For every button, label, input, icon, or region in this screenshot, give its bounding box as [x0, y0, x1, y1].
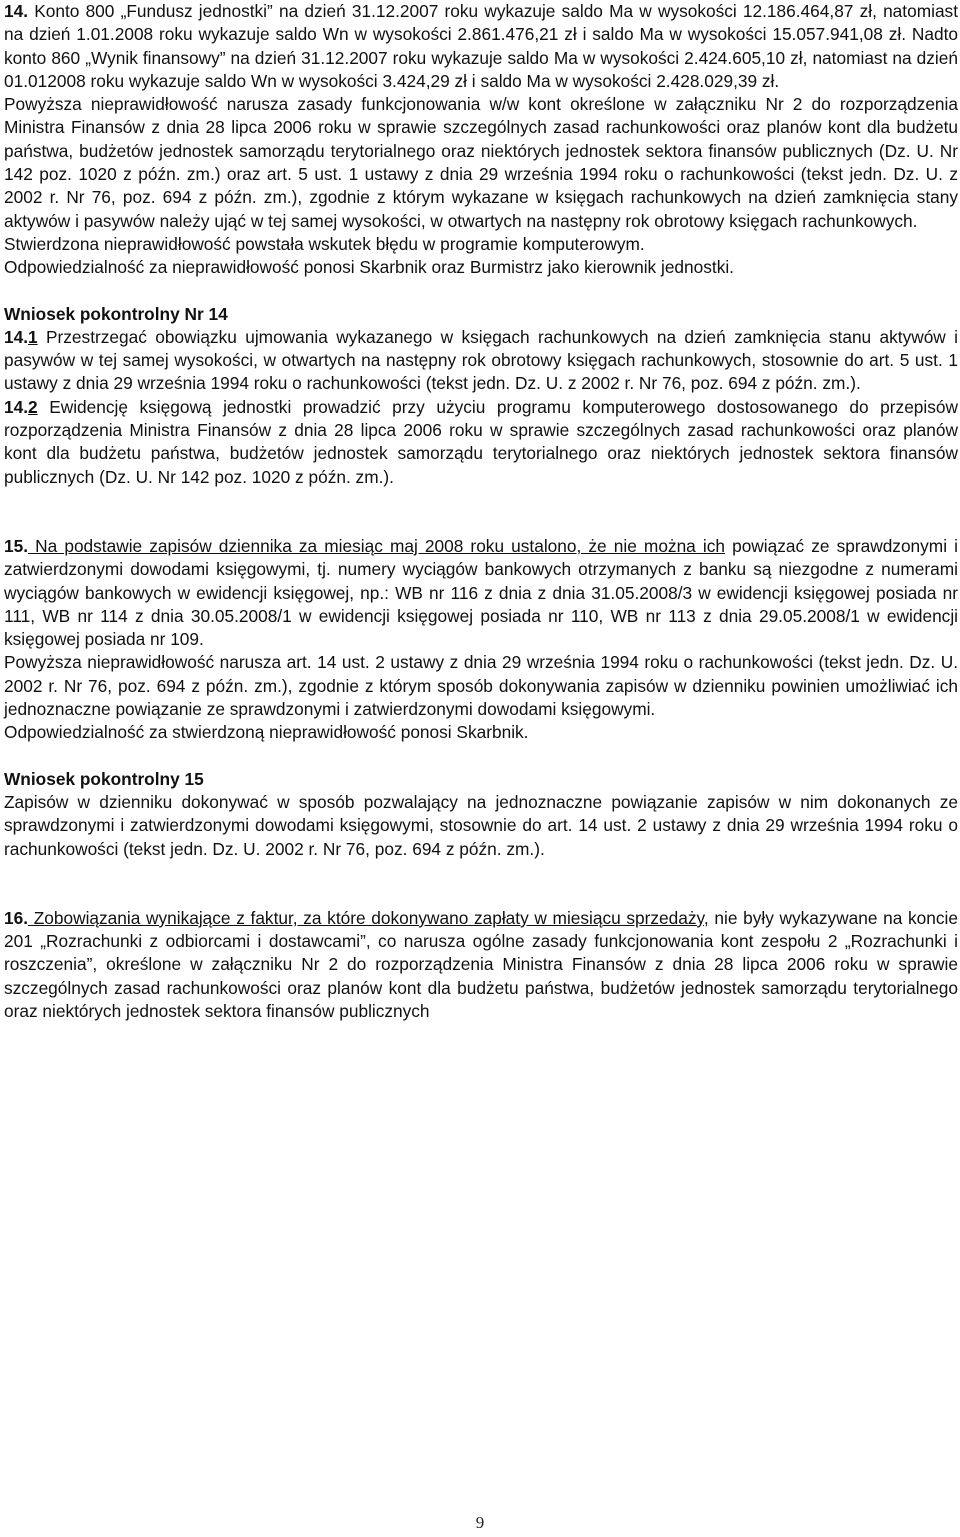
section-15-underlined-text: Na podstawie zapisów dziennika za miesiąc maj 2008 roku ustalono, że nie można ich [28, 535, 725, 556]
section-14-legal-basis: Powyższa nieprawidłowość narusza zasady funkcjonowania w/w kont określone w załączniku Nr 2 do rozporządzenia Ministra Finansów z dnia 28 lipca 2006 roku w sprawie szczególnych zasad rachunkowości oraz planów kont dla budżetu państwa, budżetów jednostek samorządu terytorialnego oraz niektórych jednostek sektora finansów publicznych (Dz. U. Nr 142 poz. 1020 z późn. zm.) oraz art. 5 ust. 1 ustawy z dnia 29 września 1994 roku o rachunkowości (tekst jedn. Dz. U. z 2002 r. Nr 76, poz. 694 z późn. zm.), zgodnie z którym wykazane w księgach rachunkowych na dzień zamknięcia stany aktywów i pasywów należy ująć w tej samej wysokości, w otwartych na następny rok obrotowy księgach rachunkowych. [4, 94, 958, 231]
section-16-underlined-text: Zobowiązania wynikające z faktur, za które dokonywano zapłaty w miesiącu sprzedaży, [28, 907, 709, 928]
section-15-number: 15. [4, 535, 29, 556]
spacer [4, 280, 958, 303]
section-16-number: 16. [4, 907, 29, 928]
recommendation-14-1-text: Przestrzegać obowiązku ujmowania wykazanego w księgach rachunkowych na dzień zamknięcia stanu aktywów i pasywów w tej samej wysokości, w otwartych na następny rok obrotowy księgach rachunkowych, stosownie do art. 5 ust. 1 ustawy z dnia 29 września 1994 roku o rachunkowości (tekst jedn. Dz. U. z 2002 r. Nr 76, poz. 694 z późn. zm.). [4, 326, 958, 394]
page-number: 9 [475, 1513, 485, 1532]
spacer [4, 489, 958, 535]
recommendation-14-1-number: 14. [4, 326, 29, 347]
section-14-text: Konto 800 „Fundusz jednostki” na dzień 31.12.2007 roku wykazuje saldo Ma w wysokości 12.186.464,87 zł, natomiast na dzień 1.01.2008 roku wykazuje saldo Wn w wysokości 2.861.476,21 zł i saldo Ma w wysokości 15.057.941,08 zł. Nadto konto 860 „Wynik finansowy” na dzień 31.12.2007 roku wykazuje saldo Ma w wysokości 2.424.605,10 zł, natomiast na dzień 01.012008 roku wykazuje saldo Wn w wysokości 3.424,29 zł i saldo Ma w wysokości 2.428.029,39 zł. [4, 1, 958, 91]
section-15-responsibility: Odpowiedzialność za stwierdzoną nieprawidłowość ponosi Skarbnik. [4, 722, 529, 743]
recommendation-15-heading: Wniosek pokontrolny 15 [4, 768, 204, 789]
section-15-text: powiązać ze sprawdzonymi i zatwierdzonymi dowodami księgowymi, tj. numery wyciągów bankowych otrzymanych z banku są niezgodne z numerami wyciągów bankowych w ewidencji księgowej, np.: WB nr 116 z dnia z dnia 31.05.2008/3 w ewidencji księgowej posiada nr 111, WB nr 114 z dnia 30.05.2008/1 w ewidencji księgowej posiada nr 110, WB nr 113 z dnia 29.05.2008/1 w ewidencji księgowej posiada nr 109. [4, 535, 958, 650]
recommendation-14-2-subnumber: 2 [28, 396, 38, 417]
spacer [4, 861, 958, 907]
section-14-responsibility: Odpowiedzialność za nieprawidłowość ponosi Skarbnik oraz Burmistrz jako kierownik jednostki. [4, 257, 734, 278]
section-15-paragraph [4, 535, 958, 651]
recommendation-14-2-text: Ewidencję księgową jednostki prowadzić przy użyciu programu komputerowego dostosowanego do przepisów rozporządzenia Ministra Finansów z dnia 28 lipca 2006 roku w sprawie szczególnych zasad rachunkowości oraz planów kont dla budżetu państwa, budżetów jednostek samorządu terytorialnego oraz niektórych jednostek sektora finansów publicznych (Dz. U. Nr 142 poz. 1020 z późn. zm.). [4, 396, 958, 487]
spacer [4, 745, 958, 768]
recommendation-14-1-subnumber: 1 [28, 326, 38, 347]
section-16-paragraph [4, 907, 958, 1023]
section-14-cause: Stwierdzona nieprawidłowość powstała wskutek błędu w programie komputerowym. [4, 233, 645, 254]
section-14-number: 14. [4, 1, 29, 21]
section-16-text: nie były wykazywane na koncie 201 „Rozrachunki z odbiorcami i dostawcami”, co narusza ogólne zasady funkcjonowania kont zespołu 2 „Rozrachunki i roszczenia”, określone w załączniku Nr 2 do rozporządzenia Ministra Finansów z dnia 28 lipca 2006 roku w sprawie szczególnych zasad rachunkowości oraz planów kont dla budżetu państwa, budżetów jednostek samorządu terytorialnego oraz niektórych jednostek sektora finansów publicznych [4, 907, 958, 1021]
recommendation-14-heading: Wniosek pokontrolny Nr 14 [4, 303, 228, 324]
section-15-legal-basis: Powyższa nieprawidłowość narusza art. 14 ust. 2 ustawy z dnia 29 września 1994 roku o rachunkowości (tekst jedn. Dz. U. 2002 r. Nr 76, poz. 694 z późn. zm.), zgodnie z którym sposób dokonywania zapisów w dzienniku powinien umożliwiać ich jednoznaczne powiązanie ze sprawdzonymi i zatwierdzonymi dowodami księgowymi. [4, 652, 958, 720]
recommendation-14-2-number: 14. [4, 396, 29, 417]
recommendation-14-1 [4, 326, 958, 396]
recommendation-15-text: Zapisów w dzienniku dokonywać w sposób pozwalający na jednoznaczne powiązanie zapisów w nim dokonanych ze sprawdzonymi i zatwierdzonymi dowodami księgowymi, stosownie do art. 14 ust. 2 ustawy z dnia 29 września 1994 roku o rachunkowości (tekst jedn. Dz. U. 2002 r. Nr 76, poz. 694 z późn. zm.). [4, 791, 958, 859]
recommendation-14-2 [4, 396, 958, 489]
section-14-paragraph [4, 0, 958, 93]
